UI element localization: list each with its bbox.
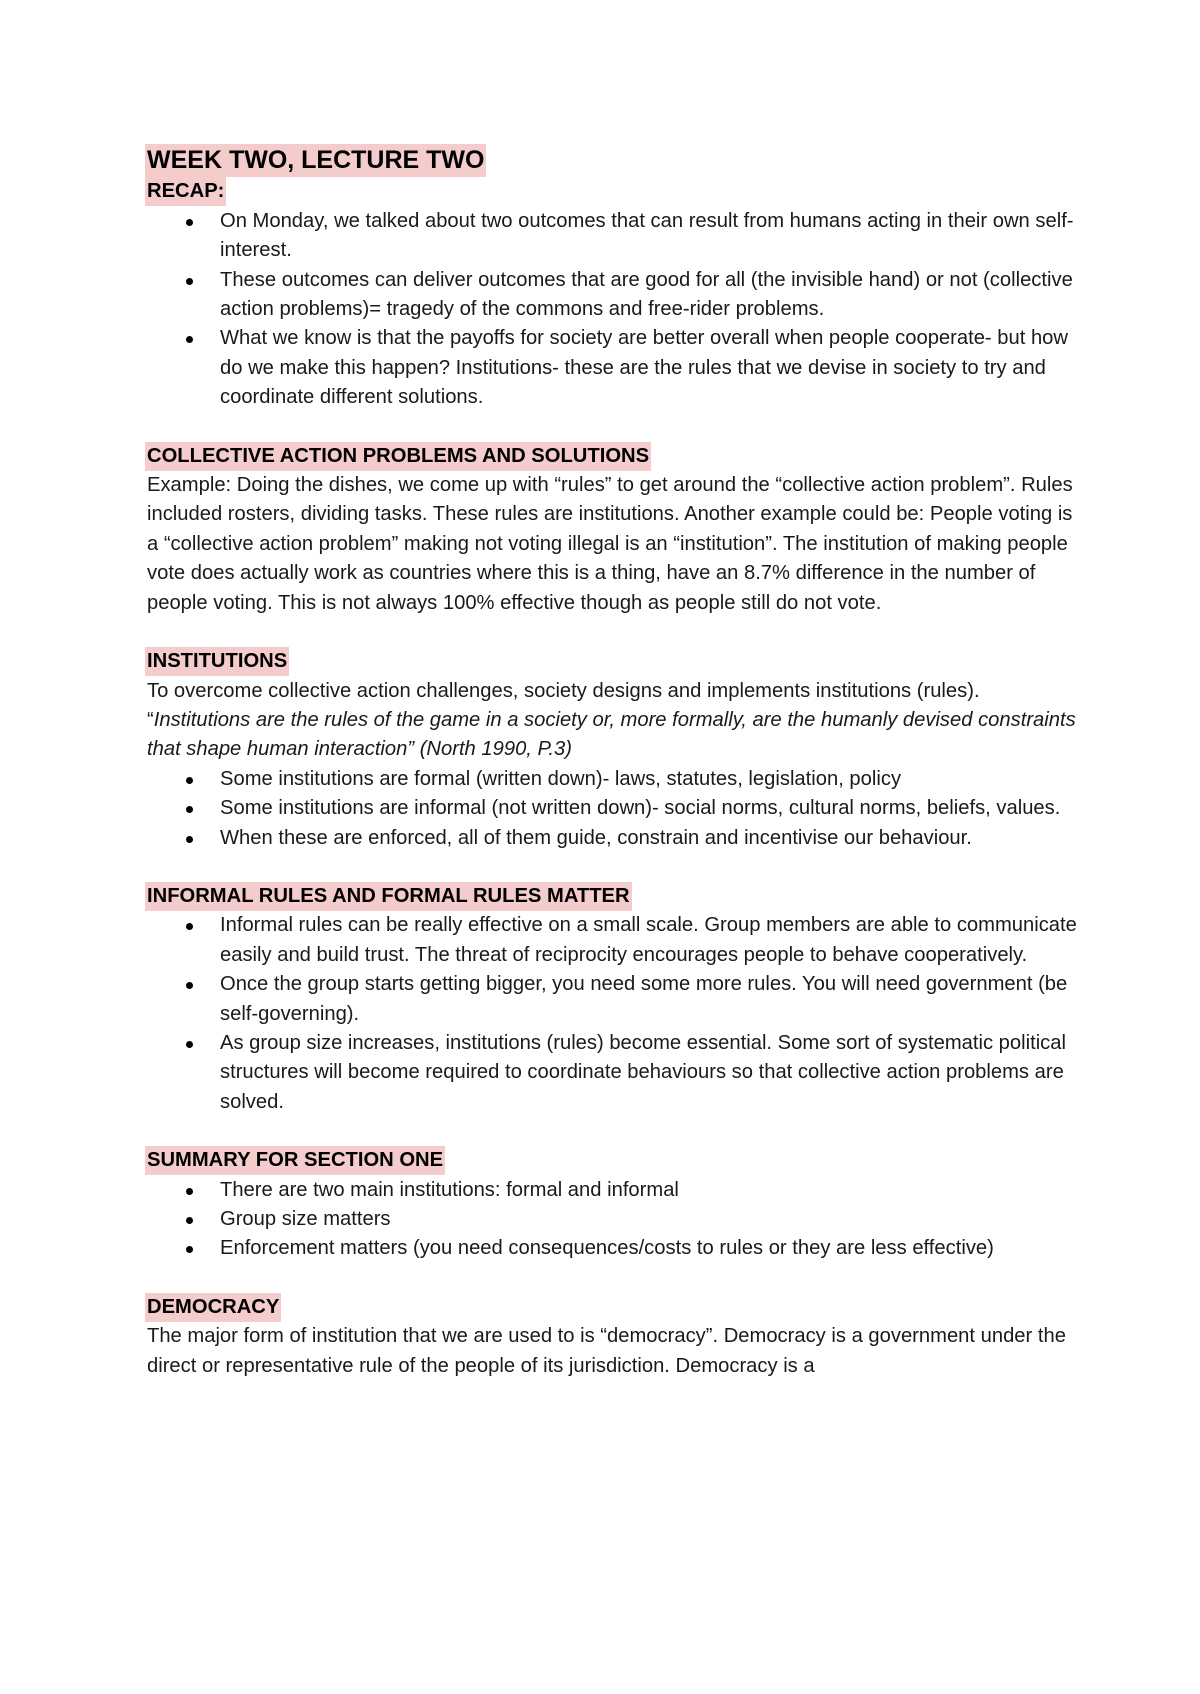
summary-list — [147, 1176, 1077, 1264]
paragraph-intro: To overcome collective action challenges, society designs and implements institutions (rules). “ — [147, 679, 980, 731]
paragraph — [147, 677, 1077, 765]
institutions-list — [147, 765, 1077, 853]
paragraph-quote: Institutions are the rules of the game in a society or, more formally, are the humanly devised constraints that shape human interaction” (North 1990, P.3) — [147, 708, 1076, 761]
paragraph: The major form of institution that we are used to is “democracy”. Democracy is a government under the direct or representative rule of the people of its jurisdiction. Democracy is a — [147, 1325, 1066, 1377]
document-content — [147, 144, 1077, 1381]
list-item: What we know is that the payoffs for society are better overall when people cooperate- but how do we make this happen? Institutions- these are the rules that we devise in society to try and coordinate different solutions. — [147, 324, 1077, 412]
list-item: These outcomes can deliver outcomes that are good for all (the invisible hand) or not (collective action problems)= tragedy of the commons and free-rider problems. — [147, 266, 1077, 325]
informal-formal-list — [147, 911, 1077, 1117]
list-item: Group size matters — [147, 1205, 1077, 1234]
list-item: Enforcement matters (you need consequences/costs to rules or they are less effective) — [147, 1234, 1077, 1263]
section-heading-institutions: INSTITUTIONS — [145, 647, 289, 676]
section-heading-informal-formal-rules: INFORMAL RULES AND FORMAL RULES MATTER — [145, 882, 632, 911]
section-collective-action — [147, 442, 1077, 618]
section-heading-collective-action: COLLECTIVE ACTION PROBLEMS AND SOLUTIONS — [145, 442, 651, 471]
section-informal-formal-rules — [147, 882, 1077, 1117]
list-item: On Monday, we talked about two outcomes that can result from humans acting in their own self-interest. — [147, 207, 1077, 266]
list-item: Some institutions are informal (not written down)- social norms, cultural norms, beliefs, values. — [147, 794, 1077, 823]
section-democracy — [147, 1293, 1077, 1381]
section-heading-summary: SUMMARY FOR SECTION ONE — [145, 1146, 445, 1175]
list-item: When these are enforced, all of them guide, constrain and incentivise our behaviour. — [147, 824, 1077, 853]
document-title: WEEK TWO, LECTURE TWO — [145, 144, 486, 177]
section-heading-democracy: DEMOCRACY — [145, 1293, 281, 1322]
section-institutions — [147, 647, 1077, 853]
paragraph: Example: Doing the dishes, we come up with “rules” to get around the “collective action problem”. Rules included rosters, dividing tasks. These rules are institutions. Another example could be: People voting is a “collective action problem” making not voting illegal is an “institution”. The institution of making people vote does actually work as countries where this is a thing, have an 8.7% difference in the number of people voting. This is not always 100% effective though as people still do not vote. — [147, 474, 1073, 614]
list-item: As group size increases, institutions (rules) become essential. Some sort of systematic political structures will become required to coordinate behaviours so that collective action problems are solved. — [147, 1029, 1077, 1117]
section-recap — [147, 177, 1077, 412]
section-heading-recap: RECAP: — [145, 177, 226, 206]
list-item: Some institutions are formal (written down)- laws, statutes, legislation, policy — [147, 765, 1077, 794]
section-summary — [147, 1146, 1077, 1264]
list-item: Once the group starts getting bigger, you need some more rules. You will need government (be self-governing). — [147, 970, 1077, 1029]
list-item: There are two main institutions: formal and informal — [147, 1176, 1077, 1205]
recap-list — [147, 207, 1077, 413]
list-item: Informal rules can be really effective on a small scale. Group members are able to communicate easily and build trust. The threat of reciprocity encourages people to behave cooperatively. — [147, 911, 1077, 970]
